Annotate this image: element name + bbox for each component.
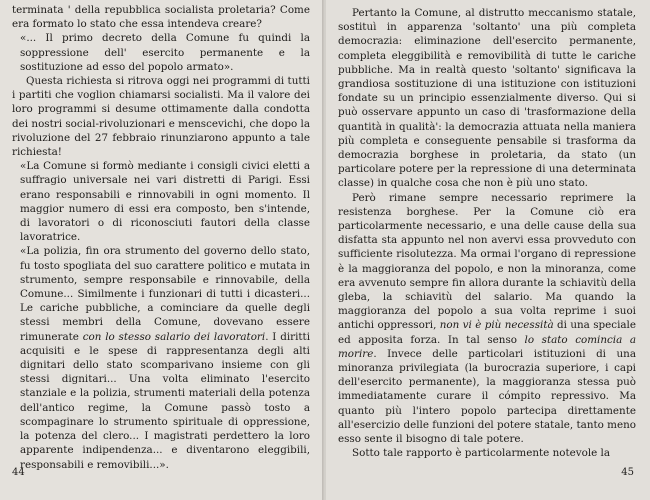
paragraph: terminata ' della repubblica socialista proletaria? Come era formato lo stato che essa intendeva creare? <box>12 4 310 31</box>
paragraph <box>338 191 636 447</box>
quote-paragraph: «La Comune si formò mediante i consigli civici eletti a suffragio universale nei vari distretti di Parigi. Essi erano responsabili e rinnovabili in ogni momento. Il maggior numero di essi era composto, ben s'intende, di lavoratori o di riconosciuti fautori della classe lavoratrice. <box>20 160 310 244</box>
left-page <box>0 0 324 500</box>
italic-phrase: con lo stesso salario dei lavoratori <box>82 330 266 343</box>
text-run: . Invece delle particolari istituzioni di una minoranza privilegiata (la burocrazia superiore, i capi dell'esercito permanente), la maggioranza stessa può immediatamente curare il cómpito repressivo. Ma quanto più l'intero popolo partecipa direttamente all'esercizio delle funzioni del potere statale, tanto meno esso sente il bisogno di tale potere. <box>338 347 636 446</box>
paragraph: Questa richiesta si ritrova oggi nei programmi di tutti i partiti che voglion chiamarsi socialisti. Ma il valore dei loro programmi si desume ottimamente dalla condotta dei nostri social-rivoluzionari e menscevichi, che dopo la rivoluzione del 27 febbraio rinunziarono appunto a tale richiesta! <box>12 75 310 159</box>
text-run: . I diritti acquisiti e le spese di rappresentanza degli alti dignitari dello stato scomparivano insieme con gli stessi dignitari... Una volta eliminato l'esercito stanziale e la polizia, strumenti materiali della potenza dell'antico regime, la Comune passò tosto a scompaginare lo strumento spirituale di oppressione, la potenza del clero... I magistrati perdettero la loro apparente indipendenza... e diventarono eleggibili, responsabili e removibili...». <box>20 330 310 471</box>
paragraph: Pertanto la Comune, al distrutto meccanismo statale, sostituì in apparenza 'soltanto' una più completa democrazia: eliminazione dell'esercito permanente, completa eleggibilità e removibilità di tutte le cariche pubbliche. Ma in realtà questo 'soltanto' significava la grandiosa sostituzione di una istituzione con istituzioni fondate su un principio essenzialmente diverso. Qui si può osservare appunto un caso di 'trasformazione della quantità in qualità': la democrazia attuata nella maniera più completa e conseguente pensabile si trasforma da democrazia borghese in proletaria, da stato (un particolare potere per la repressione di una determinata classe) in qualche cosa che non è più uno stato. <box>338 7 636 190</box>
left-page-text <box>12 3 310 472</box>
right-page-text <box>338 6 636 461</box>
paragraph: Sotto tale rapporto è particolarmente notevole la <box>352 447 611 460</box>
italic-phrase: lo stato comincia a morire <box>338 333 636 360</box>
italic-phrase: non vi è più necessità <box>439 319 554 332</box>
text-run: «La polizia, fin ora strumento del governo dello stato, fu tosto spogliata del suo carattere politico e mutata in strumento, sempre responsabile e rinnovabile, della Comune... Similmente i funzionari di tutti i dicasteri... Le cariche pubbliche, a cominciare da quelle degli stessi membri della Comune, dovevano essere rimunerate <box>20 245 310 343</box>
page-number: 45 <box>621 467 634 478</box>
text-run: Però rimane sempre necessario reprimere la resistenza borghese. Per la Comune ciò era particolarmente necessario, e una delle cause della sua disfatta sta appunto nel non avervi essa provveduto con sufficiente risolutezza. Ma ormai l'organo di repressione è la maggioranza del popolo, e non la minoranza, come era avvenuto sempre fin allora durante la schiavitù della gleba, la schiavitù del salario. Ma quando la maggioranza del popolo a sua volta reprime i suoi antichi oppressori, <box>338 191 636 332</box>
quote-paragraph: «... Il primo decreto della Comune fu quindi la soppressione dell' esercito permanente e la sostituzione ad esso del popolo armato». <box>20 32 310 73</box>
page-number: 44 <box>12 467 25 478</box>
quote-paragraph <box>12 244 310 471</box>
text-run: di una speciale ed apposita forza. In tal senso <box>338 319 636 346</box>
right-page <box>326 0 650 500</box>
